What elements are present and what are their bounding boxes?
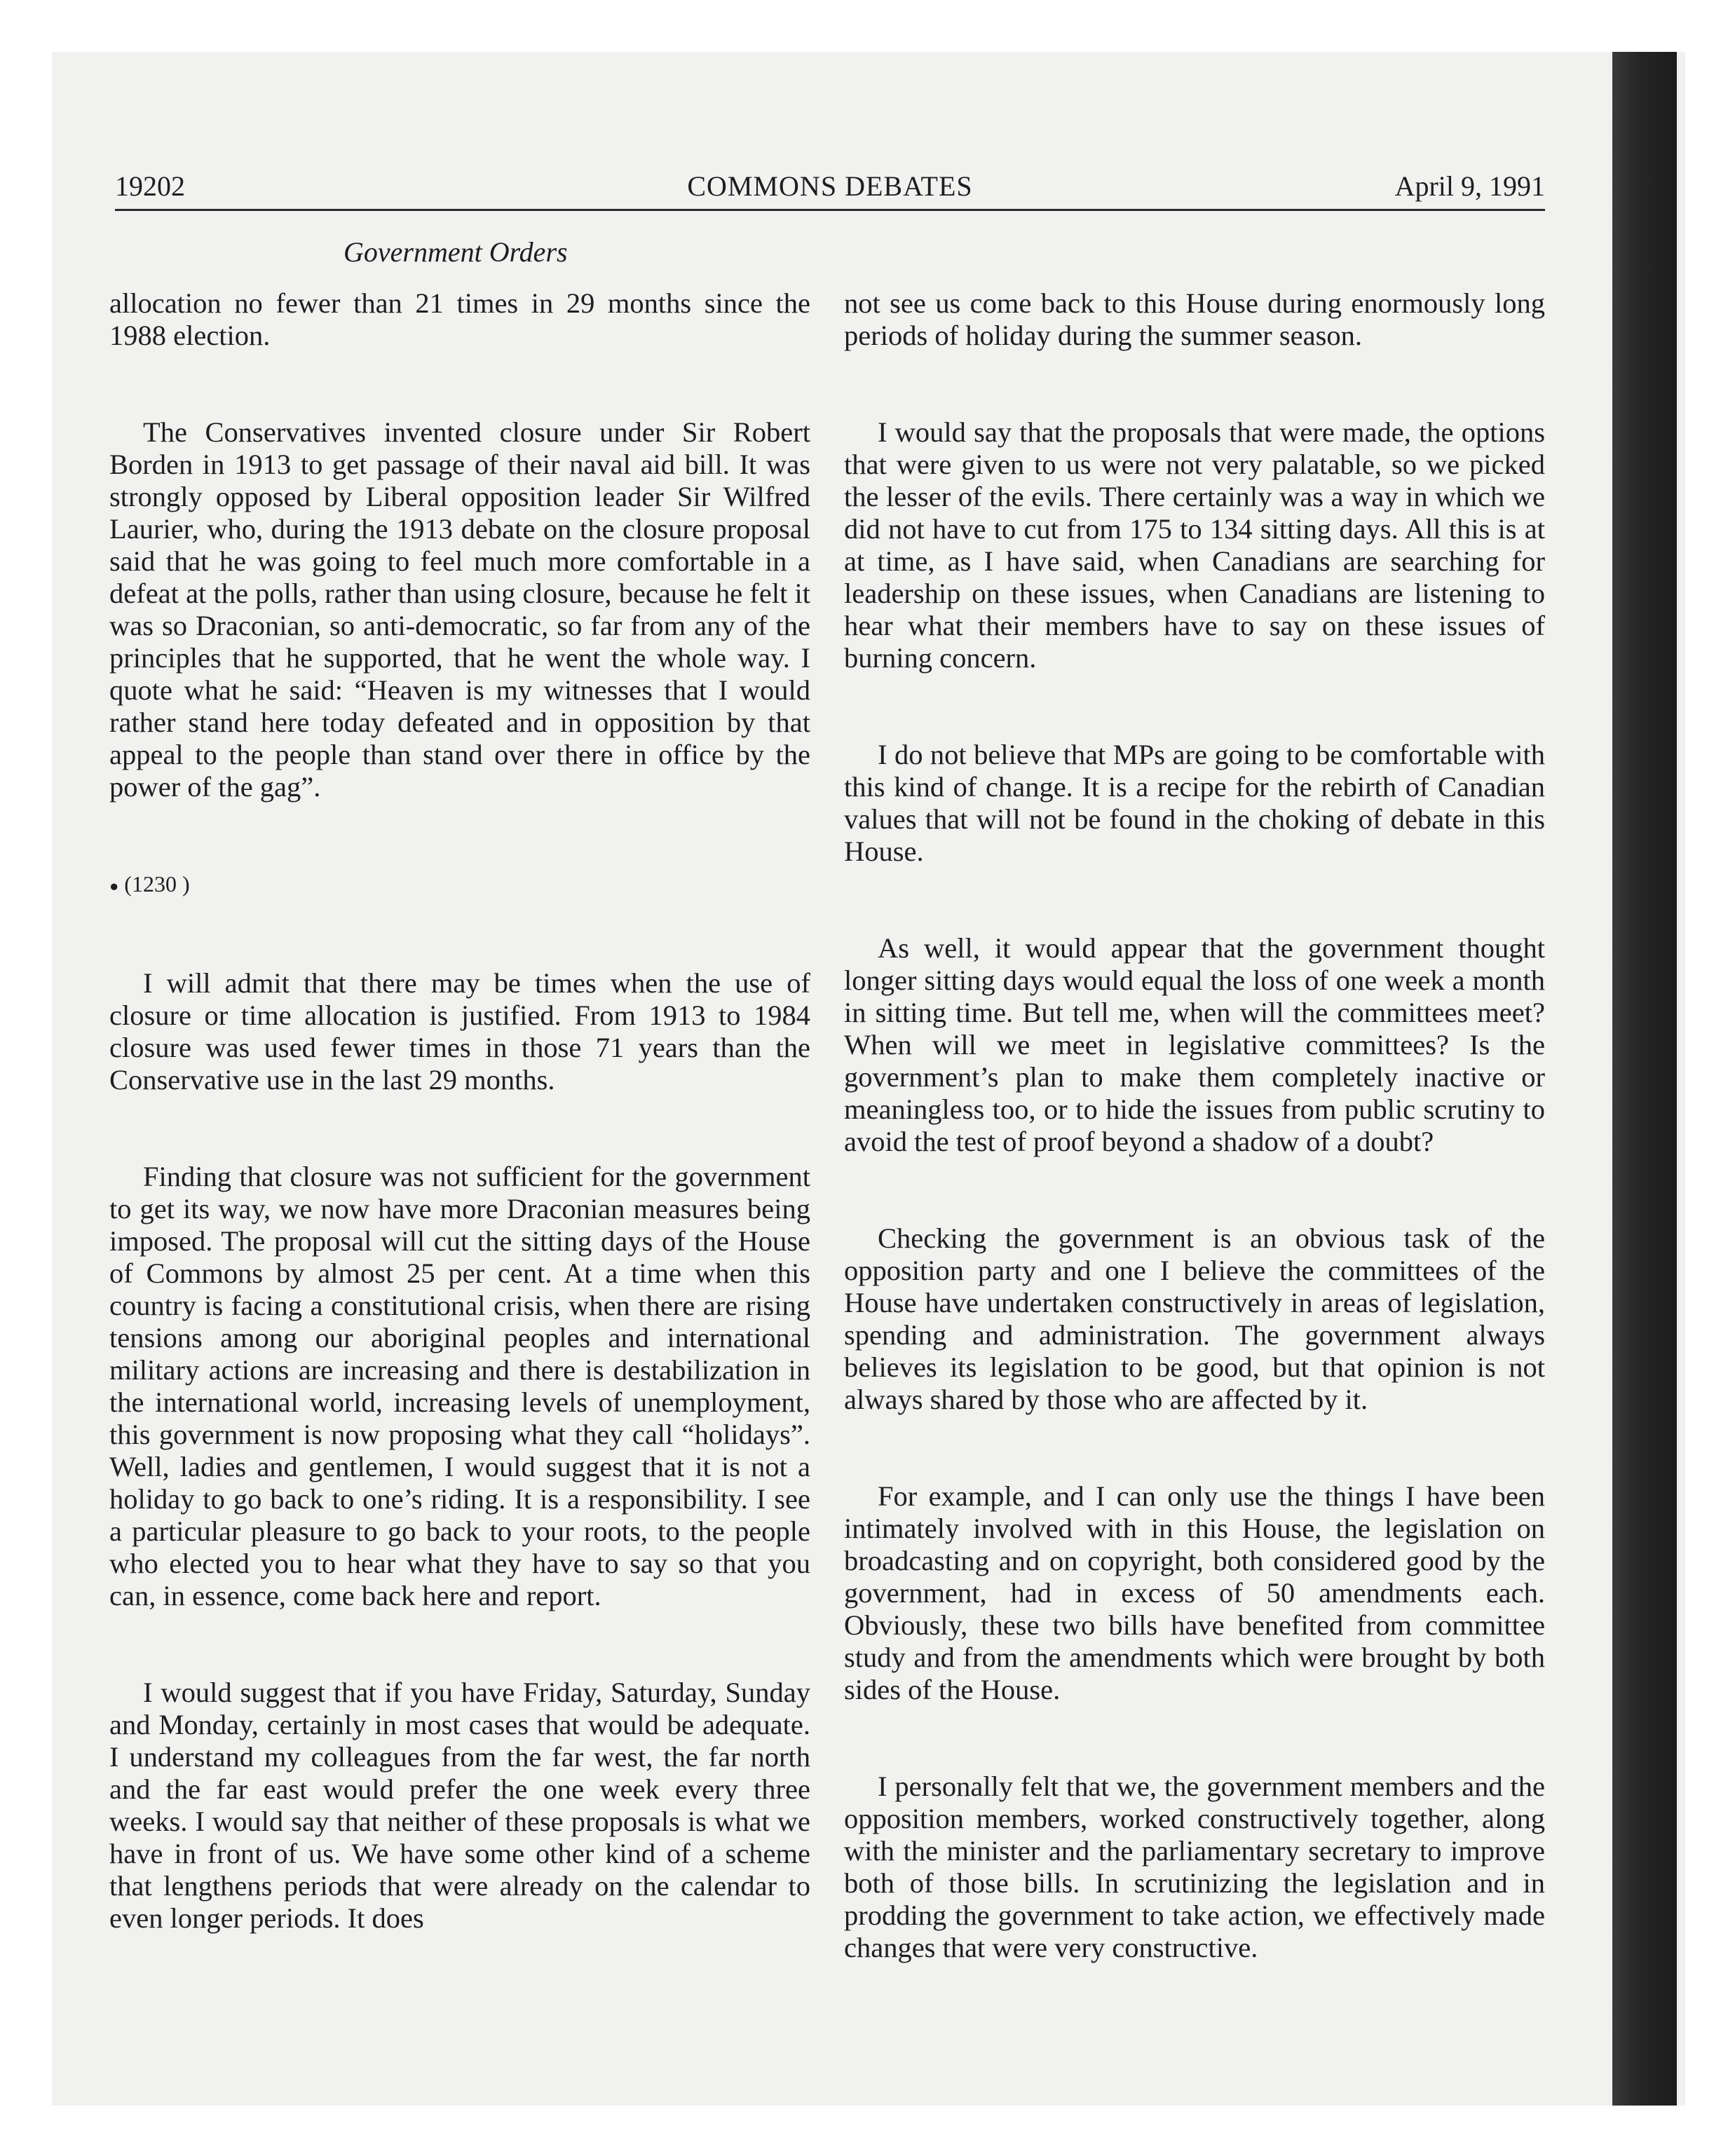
- paragraph: I would suggest that if you have Friday, Saturday, Sunday and Monday, certainly in most cases that would be adequate. I understand my colleagues from the far west, the far north and the far east would prefer the one week every three weeks. I would say that neither of these proposals is what we have in front of us. We have some other kind of a scheme that lengthens periods that were already on the calendar to even longer periods. It does: [109, 1676, 810, 1934]
- paragraph: Finding that closure was not sufficient for the government to get its way, we now have more Draconian measures being imposed. The proposal will cut the sitting days of the House of Commons by almost 25 per cent. At a time when this country is facing a constitutional crisis, when there are rising tensions among our aboriginal peoples and international military actions are increasing and there is destabilization in the international world, increasing levels of unemployment, this government is now proposing what they call “holidays”. Well, ladies and gentlemen, I would suggest that it is not a holiday to go back to one’s riding. It is a responsibility. I see a particular pleasure to go back to your roots, to the people who elected you to hear what they have to say so that you can, in essence, come back here and report.: [109, 1160, 810, 1611]
- paragraph: I do not believe that MPs are going to be comfortable with this kind of change. It is a recipe for the rebirth of Canadian values that will not be found in the choking of debate in this House.: [844, 739, 1545, 867]
- paragraph: I would say that the proposals that were made, the options that were given to us were not very palatable, so we picked the lesser of the evils. There certainly was a way in which we did not have to cut from 175 to 134 sitting days. All this is at at time, as I have said, when Canadians are searching for leadership on these issues, when Canadians are listening to hear what their members have to say on these issues of burning concern.: [844, 416, 1545, 674]
- paragraph: not see us come back to this House during enormously long periods of holiday during the summer season.: [844, 287, 1545, 351]
- left-column: [109, 287, 810, 1999]
- time-stamp: (1230 ): [124, 871, 190, 896]
- section-title: Government Orders: [343, 236, 568, 268]
- time-marker: [109, 868, 810, 903]
- page-number: 19202: [115, 170, 185, 202]
- journal-title: COMMONS DEBATES: [687, 170, 973, 202]
- scan-edge-shadow: [1612, 52, 1677, 2106]
- bullet-icon: ●: [109, 877, 119, 895]
- paragraph: The Conservatives invented closure under Sir Robert Borden in 1913 to get passage of their naval aid bill. It was strongly opposed by Liberal opposition leader Sir Wilfred Laurier, who, during the 1913 debate on the closure proposal said that he was going to feel much more comfortable in a defeat at the polls, rather than using closure, because he felt it was so Draconian, so anti-democratic, so far from any of the principles that he supported, that he went the whole way. I quote what he said: “Heaven is my witnesses that I would rather stand here today defeated and in opposition by that appeal to the people than stand over there in office by the power of the gag”.: [109, 416, 810, 803]
- page-header: [115, 164, 1545, 209]
- header-rule: [115, 209, 1545, 211]
- paragraph: allocation no fewer than 21 times in 29 months since the 1988 election.: [109, 287, 810, 351]
- paragraph: For example, and I can only use the things I have been intimately involved with in this House, the legislation on broadcasting and on copyright, both considered good by the government, had in excess of 50 amendments each. Obviously, these two bills have benefited from committee study and from the amendments which were brought by both sides of the House.: [844, 1480, 1545, 1705]
- header-date: April 9, 1991: [1394, 170, 1545, 202]
- paragraph: As well, it would appear that the government thought longer sitting days would equal the loss of one week a month in sitting time. But tell me, when will the committees meet? When will we meet in legislative committees? Is the government’s plan to make them completely inactive or meaningless too, or to hide the issues from public scrutiny to avoid the test of proof beyond a shadow of a doubt?: [844, 932, 1545, 1157]
- paragraph: Checking the government is an obvious task of the opposition party and one I believe the committees of the House have undertaken constructively in areas of legislation, spending and administration. The government always believes its legislation to be good, but that opinion is not always shared by those who are affected by it.: [844, 1222, 1545, 1415]
- paragraph: I personally felt that we, the government members and the opposition members, worked constructively together, along with the minister and the parliamentary secretary to improve both of those bills. In scrutinizing the legislation and in prodding the government to take action, we effectively made changes that were very constructive.: [844, 1770, 1545, 1963]
- paragraph: I will admit that there may be times when the use of closure or time allocation is justified. From 1913 to 1984 closure was used fewer times in those 71 years than the Conservative use in the last 29 months.: [109, 967, 810, 1096]
- right-column: [844, 287, 1545, 2028]
